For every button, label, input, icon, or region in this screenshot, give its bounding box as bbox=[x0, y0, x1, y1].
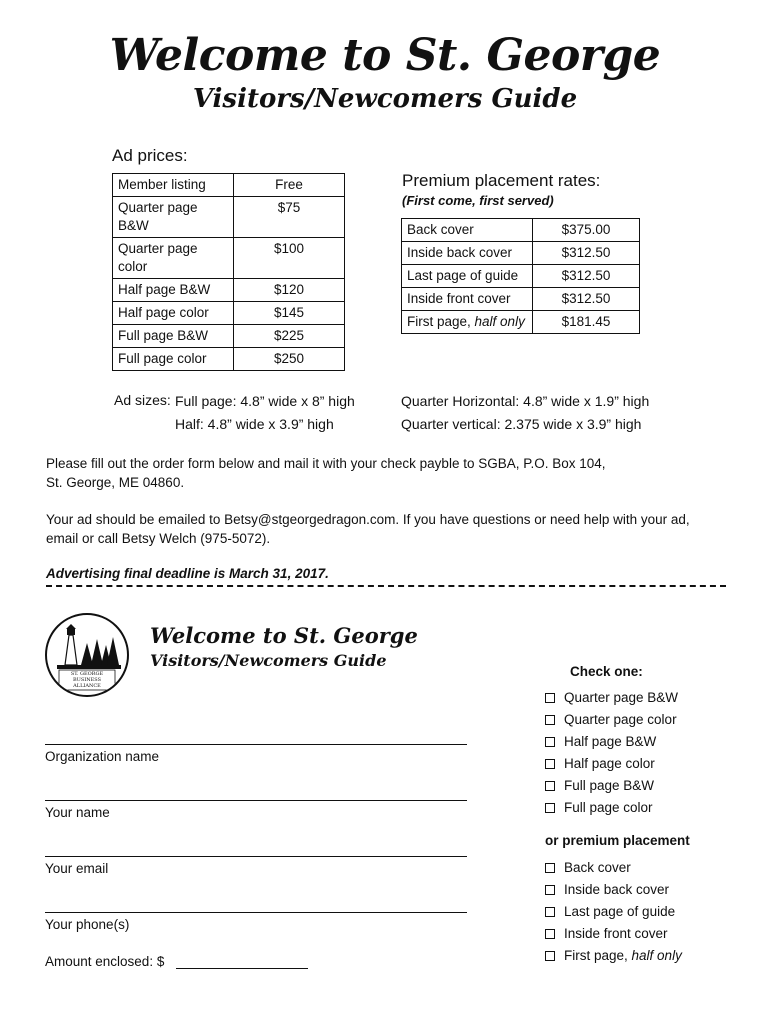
table-row bbox=[113, 325, 345, 348]
option-label: Full page color bbox=[564, 800, 653, 815]
logo-text-line: BUSINESS bbox=[72, 677, 102, 683]
row-price: $312.50 bbox=[533, 288, 640, 311]
checkbox[interactable] bbox=[545, 863, 555, 873]
mail-instructions bbox=[46, 454, 736, 492]
checkbox[interactable] bbox=[545, 951, 555, 961]
option-label: Back cover bbox=[564, 860, 631, 875]
cut-line bbox=[46, 585, 726, 587]
size-quarter-vertical: Quarter vertical: 2.375 wide x 3.9” high bbox=[401, 416, 642, 432]
checkbox[interactable] bbox=[545, 737, 555, 747]
row-name: Member listing bbox=[113, 174, 234, 197]
page-title: Welcome to St. George bbox=[109, 30, 661, 81]
table-row bbox=[113, 302, 345, 325]
email-line-1: Your ad should be emailed to Betsy@stgeorgedragon.com. If you have questions or need help with your ad, bbox=[46, 512, 690, 527]
option-label: Last page of guide bbox=[564, 904, 676, 919]
row-name-prefix: First page, bbox=[407, 314, 475, 329]
amount-label: Amount enclosed: $ bbox=[45, 954, 165, 969]
row-name: Full page color bbox=[113, 348, 234, 371]
row-price: $181.45 bbox=[533, 311, 640, 334]
ad-sizes-label: Ad sizes: bbox=[114, 392, 171, 408]
size-half: Half: 4.8” wide x 3.9” high bbox=[175, 416, 334, 432]
table-row bbox=[402, 219, 640, 242]
table-row bbox=[113, 197, 345, 238]
your-email-label: Your email bbox=[45, 861, 109, 876]
option-quarter-color[interactable] bbox=[545, 712, 677, 727]
amount-line[interactable] bbox=[176, 968, 308, 969]
table-row bbox=[402, 265, 640, 288]
row-price: Free bbox=[234, 174, 345, 197]
row-price: $75 bbox=[234, 197, 345, 238]
row-price: $250 bbox=[234, 348, 345, 371]
size-quarter-horizontal: Quarter Horizontal: 4.8” wide x 1.9” high bbox=[401, 393, 650, 409]
alliance-logo bbox=[45, 613, 129, 697]
your-name-line[interactable] bbox=[45, 800, 467, 801]
option-label: Half page color bbox=[564, 756, 655, 771]
row-price: $312.50 bbox=[533, 265, 640, 288]
checkbox[interactable] bbox=[545, 803, 555, 813]
logo-text bbox=[59, 671, 115, 689]
option-label bbox=[564, 948, 682, 963]
org-name-line[interactable] bbox=[45, 744, 467, 745]
option-quarter-bw[interactable] bbox=[545, 690, 678, 705]
option-inside-back-cover[interactable] bbox=[545, 882, 669, 897]
option-last-page[interactable] bbox=[545, 904, 675, 919]
table-row bbox=[402, 288, 640, 311]
checkbox[interactable] bbox=[545, 715, 555, 725]
row-name: Quarter page color bbox=[113, 238, 234, 279]
option-label: Inside front cover bbox=[564, 926, 668, 941]
table-row bbox=[113, 348, 345, 371]
row-price: $225 bbox=[234, 325, 345, 348]
option-half-bw[interactable] bbox=[545, 734, 656, 749]
option-half-color[interactable] bbox=[545, 756, 655, 771]
checkbox[interactable] bbox=[545, 759, 555, 769]
row-price: $120 bbox=[234, 279, 345, 302]
mail-line-2: St. George, ME 04860. bbox=[46, 475, 185, 490]
row-name: Half page B&W bbox=[113, 279, 234, 302]
table-row bbox=[113, 279, 345, 302]
size-full: Full page: 4.8” wide x 8” high bbox=[175, 393, 355, 409]
option-label-italic: half only bbox=[631, 948, 682, 963]
row-name: Half page color bbox=[113, 302, 234, 325]
premium-placement-heading: or premium placement bbox=[545, 833, 690, 848]
form-subtitle: Visitors/Newcomers Guide bbox=[150, 651, 387, 670]
table-row bbox=[113, 174, 345, 197]
table-row bbox=[113, 238, 345, 279]
row-price: $100 bbox=[234, 238, 345, 279]
row-name: Back cover bbox=[402, 219, 533, 242]
option-label: Quarter page B&W bbox=[564, 690, 679, 705]
option-label: Half page B&W bbox=[564, 734, 657, 749]
deadline-notice: Advertising final deadline is March 31, 2017. bbox=[46, 566, 329, 581]
ad-prices-table bbox=[112, 173, 345, 371]
email-instructions bbox=[46, 510, 736, 548]
org-name-label: Organization name bbox=[45, 749, 160, 764]
premium-table bbox=[401, 218, 640, 334]
row-name bbox=[402, 311, 533, 334]
email-line-2: email or call Betsy Welch (975-5072). bbox=[46, 531, 271, 546]
your-name-label: Your name bbox=[45, 805, 110, 820]
option-full-bw[interactable] bbox=[545, 778, 654, 793]
option-label-prefix: First page, bbox=[564, 948, 632, 963]
row-name: Full page B&W bbox=[113, 325, 234, 348]
checkbox[interactable] bbox=[545, 907, 555, 917]
your-phone-label: Your phone(s) bbox=[45, 917, 130, 932]
premium-title: Premium placement rates: bbox=[402, 171, 601, 190]
option-label: Quarter page color bbox=[564, 712, 677, 727]
checkbox[interactable] bbox=[545, 929, 555, 939]
mail-line-1: Please fill out the order form below and mail it with your check payble to SGBA, P.O. Box 104, bbox=[46, 456, 606, 471]
row-name: Quarter page B&W bbox=[113, 197, 234, 238]
option-back-cover[interactable] bbox=[545, 860, 631, 875]
form-title: Welcome to St. George bbox=[150, 623, 418, 648]
check-one-heading: Check one: bbox=[570, 664, 643, 679]
table-row bbox=[402, 311, 640, 334]
option-label: Full page B&W bbox=[564, 778, 655, 793]
checkbox[interactable] bbox=[545, 885, 555, 895]
table-row bbox=[402, 242, 640, 265]
row-price: $375.00 bbox=[533, 219, 640, 242]
row-name: Last page of guide bbox=[402, 265, 533, 288]
page-subtitle: Visitors/Newcomers Guide bbox=[192, 84, 578, 114]
option-full-color[interactable] bbox=[545, 800, 653, 815]
premium-note: (First come, first served) bbox=[402, 193, 554, 208]
checkbox[interactable] bbox=[545, 781, 555, 791]
logo-text-line: ALLIANCE bbox=[73, 683, 101, 689]
checkbox[interactable] bbox=[545, 693, 555, 703]
row-name: Inside back cover bbox=[402, 242, 533, 265]
option-inside-front-cover[interactable] bbox=[545, 926, 668, 941]
row-name: Inside front cover bbox=[402, 288, 533, 311]
your-email-line[interactable] bbox=[45, 856, 467, 857]
row-price: $312.50 bbox=[533, 242, 640, 265]
option-first-page-half[interactable] bbox=[545, 948, 682, 963]
your-phone-line[interactable] bbox=[45, 912, 467, 913]
logo-text-line: ST. GEORGE bbox=[70, 671, 104, 677]
option-label: Inside back cover bbox=[564, 882, 670, 897]
row-price: $145 bbox=[234, 302, 345, 325]
ad-prices-label: Ad prices: bbox=[112, 146, 188, 165]
row-name-italic: half only bbox=[474, 314, 525, 329]
